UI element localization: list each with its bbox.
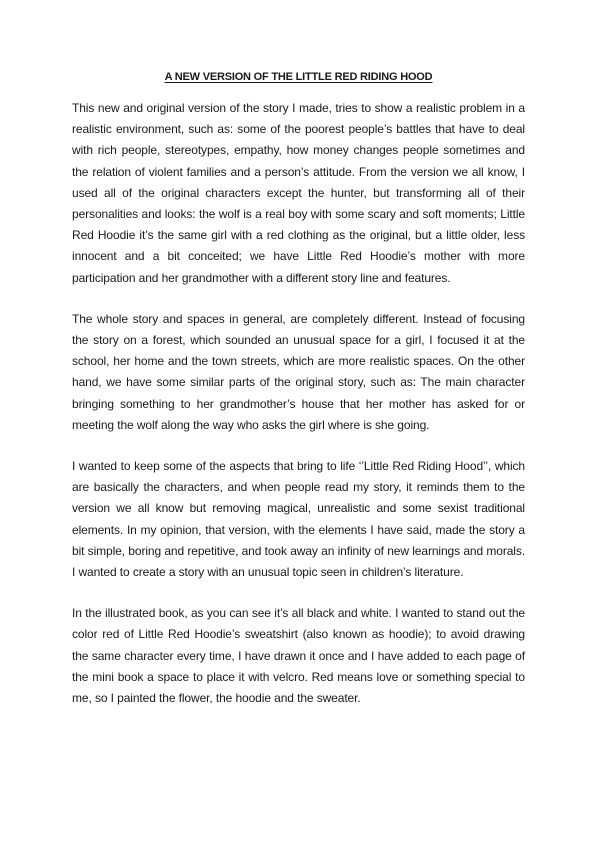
paragraph-spaces: The whole story and spaces in general, are completely different. Instead of focusing the story on a forest, which sounded an unusual space for a girl, I focused it at the school, her home and the town streets, which are more realistic spaces. On the other hand, we have some similar parts of the original story, such as: The main character bringing something to her grandmother’s house that her mother has asked for or meeting the wolf along the way who asks the girl where is she going. [72, 311, 525, 432]
document-title: A NEW VERSION OF THE LITTLE RED RIDING HOOD [164, 71, 433, 83]
paragraph-aspects: I wanted to keep some of the aspects that bring to life ‘’Little Red Riding Hood’’, which are basically the characters, and when people read my story, it reminds them to the version we all know but removing magical, unrealistic and some sexist traditional elements. In my opinion, that version, with the elements I have said, made the story a bit simple, boring and repetitive, and took away an infinity of new learnings and morals. I wanted to create a story with an unusual topic seen in children’s literature. [72, 459, 525, 580]
paragraph-intro: This new and original version of the story I made, tries to show a realistic problem in a realistic environment, such as: some of the poorest people’s battles that have to deal with rich people, stereotypes, empathy, how money changes people sometimes and the relation of violent families and a person’s attitude. From the version we all know, I used all of the original characters except the hunter, but transforming all of their personalities and looks: the wolf is a real boy with some scary and soft moments; Little Red Hoodie it’s the same girl with a red clothing as the original, but a little older, less innocent and a bit conceited; we have Little Red Hoodie’s mother with more participation and her grandmother with a different story line and features. [72, 101, 525, 285]
paragraph-illustrated-book: In the illustrated book, as you can see it’s all black and white. I wanted to stand out the color red of Little Red Hoodie’s sweatshirt (also known as hoodie); to avoid drawing the same character every time, I have drawn it once and I have added to each page of the mini book a space to place it with velcro. Red means love or something special to me, so I painted the flower, the hoodie and the sweater. [72, 606, 525, 706]
